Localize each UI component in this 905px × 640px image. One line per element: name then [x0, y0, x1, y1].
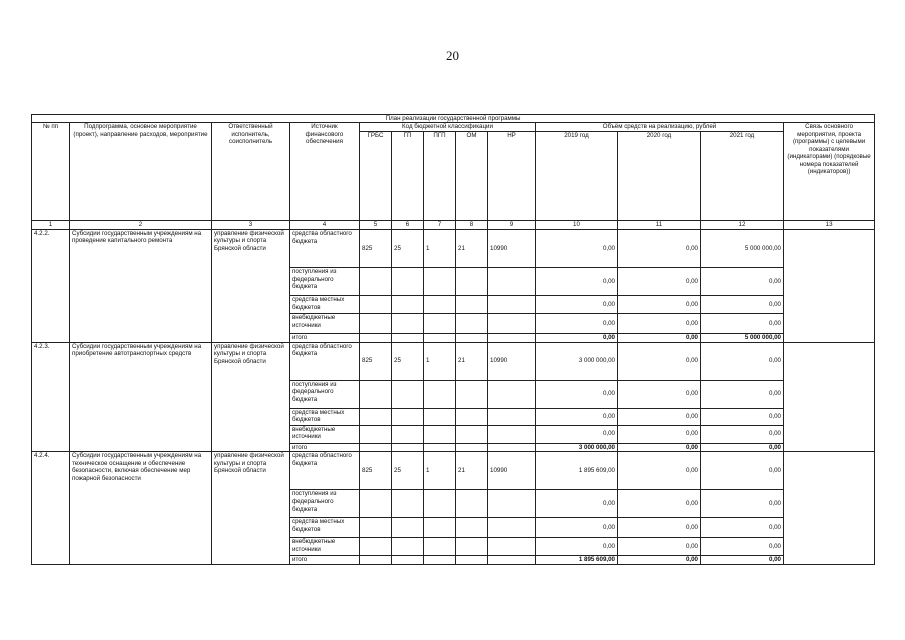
amount-2020: 0,00 [618, 229, 701, 267]
row-number: 4.2.2. [32, 229, 70, 342]
code-grbs: 825 [360, 229, 392, 267]
indicator-link [784, 342, 875, 452]
column-number: 13 [784, 221, 875, 229]
header-nr: НР [488, 132, 536, 221]
amount-2021: 0,00 [701, 518, 784, 538]
header-executor: Ответственный исполнитель, соисполнитель [212, 123, 290, 221]
total-2019: 0,00 [536, 333, 618, 342]
source-regional: средства областного бюджета [290, 452, 360, 490]
amount-2021: 5 000 000,00 [701, 229, 784, 267]
total-2019: 1 895 609,00 [536, 556, 618, 565]
amount-2020: 0,00 [618, 490, 701, 518]
amount-2021: 0,00 [701, 295, 784, 313]
amount-2019: 0,00 [536, 229, 618, 267]
amount-2020: 0,00 [618, 518, 701, 538]
source-federal: поступления из федерального бюджета [290, 490, 360, 518]
code-nr: 10990 [488, 342, 536, 380]
total-2020: 0,00 [618, 556, 701, 565]
total-2019: 3 000 000,00 [536, 443, 618, 452]
row-number: 4.2.4. [32, 452, 70, 565]
indicator-link [784, 452, 875, 565]
header-num: № пп [32, 123, 70, 221]
indicator-link [784, 229, 875, 342]
amount-2021: 0,00 [701, 313, 784, 333]
source-regional: средства областного бюджета [290, 342, 360, 380]
measure-name: Субсидии государственным учреждениям на проведение капитального ремонта [70, 229, 212, 342]
column-numbers-row [32, 221, 875, 229]
amount-2020: 0,00 [618, 313, 701, 333]
executor: управление физической культуры и спорта Брянской области [212, 452, 290, 565]
implementation-plan-table [31, 114, 875, 565]
code-om: 21 [456, 342, 488, 380]
header-volume: Объём средств на реализацию, рублей [536, 123, 784, 132]
amount-2021: 0,00 [701, 425, 784, 443]
header-gp: ГП [392, 132, 424, 221]
amount-2021: 0,00 [701, 452, 784, 490]
header-om: ОМ [456, 132, 488, 221]
amount-2019: 0,00 [536, 538, 618, 556]
page-number: 20 [446, 48, 459, 63]
column-number: 1 [32, 221, 70, 229]
source-total: итого [290, 556, 360, 565]
code-nr: 10990 [488, 229, 536, 267]
column-number: 8 [456, 221, 488, 229]
code-pgp: 1 [424, 342, 456, 380]
total-2020: 0,00 [618, 333, 701, 342]
column-number: 5 [360, 221, 392, 229]
header-link: Связь основного мероприятия, проекта (программы) с целевыми показателями (индикаторами) (порядковые номера показателей (индикаторов)) [784, 123, 875, 221]
amount-2020: 0,00 [618, 538, 701, 556]
code-om: 21 [456, 229, 488, 267]
column-number: 12 [701, 221, 784, 229]
column-number: 4 [290, 221, 360, 229]
column-number: 7 [424, 221, 456, 229]
header-2020: 2020 год [618, 132, 701, 221]
source-federal: поступления из федерального бюджета [290, 267, 360, 295]
header-budget-code: Код бюджетной классификации [360, 123, 536, 132]
source-extra: внебюджетные источники [290, 425, 360, 443]
amount-2021: 0,00 [701, 490, 784, 518]
header-source: Источник финансового обеспечения [290, 123, 360, 221]
amount-2019: 0,00 [536, 490, 618, 518]
header-grbs: ГРБС [360, 132, 392, 221]
column-number: 6 [392, 221, 424, 229]
code-grbs: 825 [360, 452, 392, 490]
amount-2019: 3 000 000,00 [536, 342, 618, 380]
table-row [32, 229, 875, 267]
measure-name: Субсидии государственным учреждениям на техническое оснащение и обеспечение безопасности, включая обеспечение мер пожарной безопасности [70, 452, 212, 565]
table-title-row [32, 115, 875, 123]
amount-2021: 0,00 [701, 267, 784, 295]
amount-2019: 0,00 [536, 425, 618, 443]
amount-2021: 0,00 [701, 342, 784, 380]
executor: управление физической культуры и спорта Брянской области [212, 229, 290, 342]
amount-2020: 0,00 [618, 342, 701, 380]
amount-2021: 0,00 [701, 408, 784, 425]
code-gp: 25 [392, 452, 424, 490]
source-federal: поступления из федерального бюджета [290, 380, 360, 408]
code-gp: 25 [392, 229, 424, 267]
total-2021: 0,00 [701, 556, 784, 565]
amount-2021: 0,00 [701, 380, 784, 408]
amount-2019: 0,00 [536, 380, 618, 408]
code-pgp: 1 [424, 229, 456, 267]
source-local: средства местных бюджетов [290, 518, 360, 538]
amount-2021: 0,00 [701, 538, 784, 556]
amount-2020: 0,00 [618, 425, 701, 443]
column-number: 9 [488, 221, 536, 229]
source-local: средства местных бюджетов [290, 408, 360, 425]
code-nr: 10990 [488, 452, 536, 490]
code-pgp: 1 [424, 452, 456, 490]
measure-name: Субсидии государственным учреждениям на приобретение автотранспортных средств [70, 342, 212, 452]
amount-2019: 0,00 [536, 295, 618, 313]
amount-2019: 1 895 609,00 [536, 452, 618, 490]
code-om: 21 [456, 452, 488, 490]
header-name: Подпрограмма, основное мероприятие (проект), направление расходов, мероприятие [70, 123, 212, 221]
table-title: План реализации государственной программы [32, 115, 875, 123]
source-total: итого [290, 443, 360, 452]
source-regional: средства областного бюджета [290, 229, 360, 267]
total-2021: 0,00 [701, 443, 784, 452]
column-number: 10 [536, 221, 618, 229]
amount-2020: 0,00 [618, 267, 701, 295]
column-number: 2 [70, 221, 212, 229]
total-2021: 5 000 000,00 [701, 333, 784, 342]
amount-2019: 0,00 [536, 267, 618, 295]
source-total: итого [290, 333, 360, 342]
column-number: 11 [618, 221, 701, 229]
amount-2020: 0,00 [618, 295, 701, 313]
header-pgp: ПГП [424, 132, 456, 221]
column-number: 3 [212, 221, 290, 229]
amount-2019: 0,00 [536, 518, 618, 538]
executor: управление физической культуры и спорта Брянской области [212, 342, 290, 452]
header-2021: 2021 год [701, 132, 784, 221]
amount-2020: 0,00 [618, 452, 701, 490]
source-local: средства местных бюджетов [290, 295, 360, 313]
source-extra: внебюджетные источники [290, 313, 360, 333]
header-row-1 [32, 123, 875, 132]
total-2020: 0,00 [618, 443, 701, 452]
source-extra: внебюджетные источники [290, 538, 360, 556]
table-row [32, 342, 875, 380]
amount-2020: 0,00 [618, 408, 701, 425]
table-row [32, 452, 875, 490]
amount-2020: 0,00 [618, 380, 701, 408]
row-number: 4.2.3. [32, 342, 70, 452]
amount-2019: 0,00 [536, 408, 618, 425]
amount-2019: 0,00 [536, 313, 618, 333]
code-grbs: 825 [360, 342, 392, 380]
header-2019: 2019 год [536, 132, 618, 221]
code-gp: 25 [392, 342, 424, 380]
